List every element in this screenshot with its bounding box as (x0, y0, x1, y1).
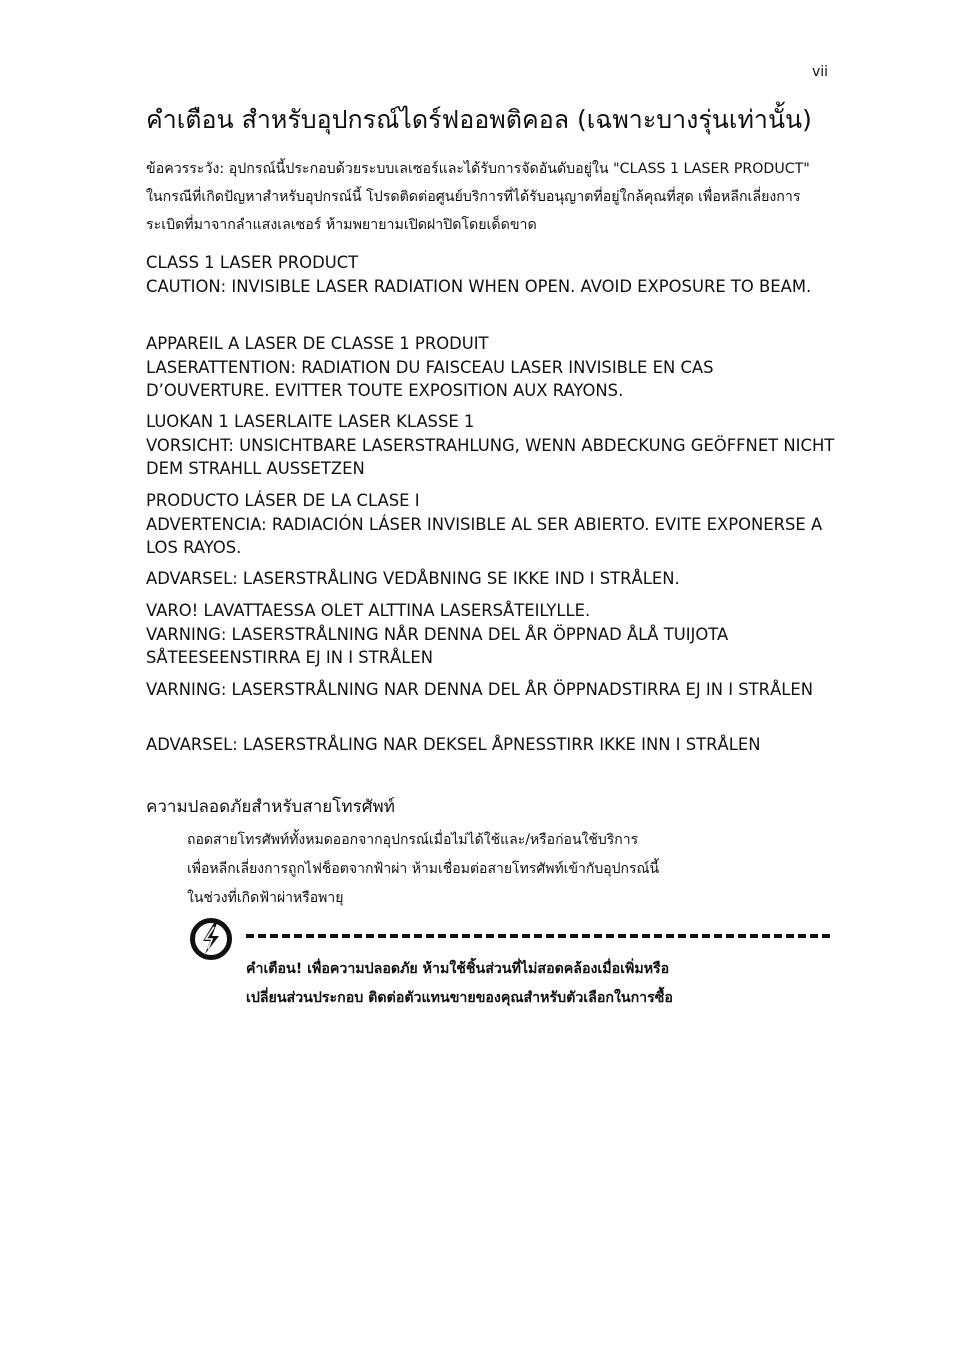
laser-notice-line: VORSICHT: UNSICHTBARE LASERSTRAHLUNG, WENN ABDECKUNG GEÖFFNET NICHT DEM STRAHLL AUSSETZEN (146, 435, 835, 478)
laser-notice-line: VARNING: LASERSTRÅLNING NAR DENNA DEL ÅR ÖPPNADSTIRRA EJ IN I STRÅLEN (146, 680, 814, 699)
laser-notice-spanish (146, 489, 836, 560)
laser-notice-french (146, 332, 836, 403)
phone-safety-line: เพื่อหลีกเลี่ยงการถูกไฟช็อตจากฟ้าผ่า ห้ามเชื่อมต่อสายโทรศัพท์เข้ากับอุปกรณ์นี้ (187, 861, 660, 877)
laser-notice-line: CLASS 1 LASER PRODUCT (146, 253, 359, 272)
laser-notice-english (146, 251, 836, 298)
laser-notice-line: ADVARSEL: LASERSTRÅLING VEDÅBNING SE IKKE IND I STRÅLEN. (146, 569, 680, 588)
phone-safety-line: ในช่วงที่เกิดฟ้าผ่าหรือพายุ (187, 890, 344, 906)
warning-line: คำเตือน! เพื่อความปลอดภัย ห้ามใช้ชิ้นส่วนที่ไม่สอดคล้องเมื่อเพิ่มหรือ (246, 961, 670, 977)
laser-notice-line: PRODUCTO LÁSER DE LA CLASE I (146, 491, 420, 510)
laser-notice-finnish-german (146, 410, 836, 481)
phone-safety-title: ความปลอดภัยสำหรับสายโทรศัพท์ (146, 797, 395, 817)
phone-safety-text (187, 826, 807, 913)
page-number: vii (812, 64, 829, 80)
laser-notice-danish (146, 567, 836, 591)
warning-divider (246, 934, 830, 938)
laser-notice-swedish (146, 678, 836, 702)
laser-notice-line: VARNING: LASERSTRÅLNING NÅR DENNA DEL ÅR ÖPPNAD ÅLÅ TUIJOTA SÅTEESEENSTIRRA EJ IN I STRÅLEN (146, 624, 729, 667)
lightning-warning-icon (189, 917, 233, 961)
warning-text (246, 955, 836, 1013)
laser-notice-line: LASERATTENTION: RADIATION DU FAISCEAU LASER INVISIBLE EN CAS D’OUVERTURE. EVITTER TOUTE EXPOSITION AUX RAYONS. (146, 357, 714, 400)
laser-caution-thai: ข้อควรระวัง: อุปกรณ์นี้ประกอบด้วยระบบเลเซอร์และได้รับการจัดอันดับอยู่ใน "CLASS 1 LASER PRODUCT" ในกรณีที่เกิดปัญหาสำหรับอุปกรณ์นี้ โปรดติดต่อศูนย์บริการที่ได้รับอนุญาตที่อยู่ใกล้คุณที่สุด เพื่อหลีกเลี่ยงการระเบิดที่มาจากลำแสงเลเซอร์ ห้ามพยายามเปิดฝาปิดโดยเด็ดขาด (146, 161, 810, 233)
laser-notice-finnish-swedish (146, 599, 836, 670)
warning-line: เปลี่ยนส่วนประกอบ ติดต่อตัวแทนขายของคุณสำหรับตัวเลือกในการซื้อ (246, 990, 673, 1006)
laser-notice-line: VARO! LAVATTAESSA OLET ALTTINA LASERSÅTEILYLLE. (146, 601, 591, 620)
laser-notice-line: CAUTION: INVISIBLE LASER RADIATION WHEN OPEN. AVOID EXPOSURE TO BEAM. (146, 276, 812, 296)
laser-notice-norwegian (146, 733, 836, 757)
laser-notice-line: ADVERTENCIA: RADIACIÓN LÁSER INVISIBLE AL SER ABIERTO. EVITE EXPONERSE A LOS RAYOS. (146, 514, 823, 557)
laser-notice-line: APPAREIL A LASER DE CLASSE 1 PRODUIT (146, 334, 489, 353)
laser-notice-line: LUOKAN 1 LASERLAITE LASER KLASSE 1 (146, 412, 475, 431)
phone-safety-line: ถอดสายโทรศัพท์ทั้งหมดออกจากอุปกรณ์เมื่อไม่ได้ใช้และ/หรือก่อนใช้บริการ (187, 832, 639, 848)
laser-notice-line: ADVARSEL: LASERSTRÅLING NAR DEKSEL ÅPNESSTIRR IKKE INN I STRÅLEN (146, 735, 761, 754)
page-title: คำเตือน สำหรับอุปกรณ์ไดร์ฟออพติคอล (เฉพาะบางรุ่นเท่านั้น) (146, 105, 812, 134)
